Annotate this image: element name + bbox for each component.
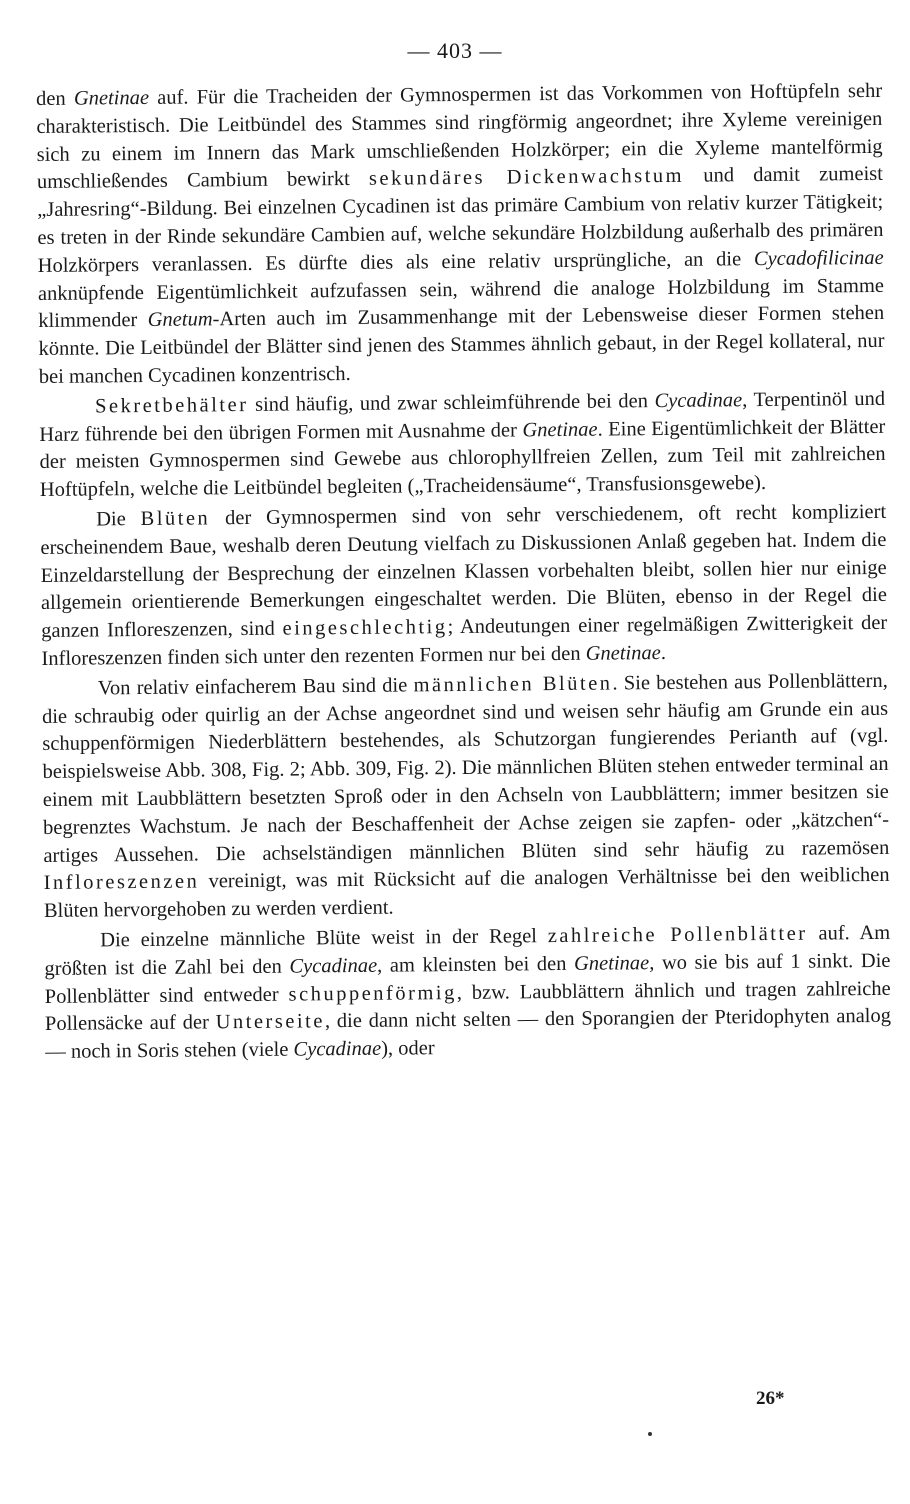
page-number: — 403 — — [407, 38, 503, 63]
spaced-term: Sekretbehälter — [94, 393, 249, 418]
spaced-term: sekundäres Dickenwachstum — [368, 165, 685, 191]
italic-term: Gnetinae — [585, 641, 661, 665]
italic-term: Cycadinae — [654, 389, 743, 412]
ink-dot — [648, 1432, 652, 1436]
paragraph-2 — [39, 386, 886, 505]
paragraph-5 — [44, 920, 891, 1067]
text-run: ; Andeutungen einer regelmäßigen Zwitterigkeit der Infloreszenzen finden sich unter den rezenten Formen nur bei den — [41, 611, 888, 670]
text-run: Von relativ einfacherem Bau sind die — [97, 674, 414, 700]
text-run: , bzw. Laubblättern ähnlich und tragen zahlreiche Pollensäcke auf der — [44, 977, 891, 1036]
italic-term: Gnetinae — [73, 86, 150, 110]
spaced-term: schuppenförmig — [288, 981, 457, 1006]
spaced-term: zahlreiche Pollenblätter — [547, 922, 808, 948]
paragraph-4 — [42, 668, 890, 926]
text-run: ), oder — [381, 1037, 435, 1060]
spaced-term: Infloreszenzen — [43, 870, 200, 895]
italic-term: Cycadinae — [289, 954, 378, 978]
text-run: wo sie bis auf 1 sinkt. Die Pollenblätter sind entweder — [44, 949, 891, 1008]
spaced-term: Unterseite — [215, 1010, 326, 1034]
spaced-term: Blüten — [140, 507, 211, 530]
text-run: Die — [96, 507, 141, 531]
italic-term: Cycadofilicinae — [753, 246, 884, 270]
text-run: Die einzelne männliche Blüte weist in der Regel — [100, 925, 548, 952]
italic-term: Gnetum — [147, 308, 213, 332]
signature-mark: 26* — [756, 1388, 785, 1409]
spaced-term: eingeschlechtig — [282, 616, 448, 640]
italic-term: Gnetinae — [522, 418, 598, 441]
text-run: auf. Für die Tracheiden der Gymnospermen ist das Vorkommen von Hoftüpfeln sehr charakteristisch. Die Leitbündel des Stammes sind ringförmig angeordnet; ihre Xyleme vereinigen sich zu einem im Innern das Mark umschließenden Holzkörper; ein die Xyleme mantelförmig umschließendes Cambium bewirkt — [36, 79, 883, 194]
text-run: -Arten auch im Zusammenhange mit der Lebensweise dieser Formen stehen könnte. Die Leitbündel der Blätter sind jenen des Stammes ähnlich gebaut, in der Regel kollateral, nur bei manchen Cycadinen konzentrisch. — [38, 302, 885, 388]
paragraph-3 — [40, 499, 888, 674]
italic-term: Cycadinae — [293, 1037, 382, 1061]
text-run: auf. Am größten ist die Zahl bei den — [44, 921, 891, 980]
text-run: den — [36, 87, 74, 110]
text-run: und damit zumeist „Jahresring“-Bildung. Bei einzelnen Cycadinen ist das primäre Cambium von relativ kurzer Tätigkeit; es treten in der Rinde sekundäre Cambien auf, welche sekundäre Holzbildung außerhalb des primären Holzkörpers veranlassen. Es dürfte dies als eine relativ ursprüngliche, an die — [37, 163, 884, 277]
text-run: der Gymnospermen sind von sehr verschiedenem, oft recht kompliziert erscheinendem Baue, weshalb deren Deutung vielfach zu Diskussionen Anlaß gegeben hat. Indem die Einzeldarstellung der Besprechung der einzelnen Klassen vorbehalten bleibt, sollen hier nur einige allgemein orientierende Bemerkungen eingeschaltet werden. Die Blüten, ebenso in der Regel die ganzen Infloreszenzen, sind — [40, 500, 888, 643]
text-run: , Terpentinöl und Harz führende bei den übrigen Formen mit Ausnahme der — [39, 387, 886, 446]
text-run: anknüpfende Eigentümlichkeit aufzufassen sein, während die analoge Holzbildung im Stamme klimmender — [37, 274, 885, 333]
paragraph-1 — [36, 78, 885, 392]
text-run: sind häufig, und zwar schleimführende bei den — [248, 389, 655, 416]
text-run: . Sie bestehen aus Pollenblättern, die schraubig oder quirlig an der Achse angeordnet sind und weisen sehr häufig am Grunde ein aus schuppenförmigen Niederblättern bestehendes, als Schutzorgan fungierendes Perianth auf (vgl. beispielsweise Abb. 308, Fig. 2; Abb. 309, Fig. 2). Die männlichen Blüten stehen entweder terminal an einem mit Laubblättern besetzten Sproß oder in den Achseln von Laubblättern; immer besitzen sie begrenztes Wachstum. Je nach der Beschaffenheit der Achse zeigen sie zapfen- oder „kätzchen“-artiges Aussehen. Die achselständigen männlichen Blüten sind sehr häufig zu razemösen — [41, 669, 890, 867]
text-run: vereinigt, was mit Rücksicht auf die analogen Verhältnisse bei den weiblichen Blüten hervorgehoben zu werden verdient. — [43, 864, 890, 923]
italic-term: Gnetinae, — [573, 951, 655, 975]
text-run: , die dann nicht selten — den Sporangien der Pteridophyten analog — noch in Soris stehen (viele — [45, 1005, 892, 1064]
body-text — [36, 78, 891, 1069]
text-run: . — [660, 641, 667, 664]
text-run: , am kleinsten bei den — [377, 952, 575, 977]
text-run: . Eine Eigentümlichkeit der Blätter der meisten Gymnospermen sind Gewebe aus chlorophyllfreien Zellen, zum Teil mit zahlreichen Hoftüpfeln, welche die Leitbündel begleiten („Tracheidensäume“, Transfusionsgewebe). — [39, 415, 886, 502]
spaced-term: männlichen Blüten — [413, 672, 613, 697]
